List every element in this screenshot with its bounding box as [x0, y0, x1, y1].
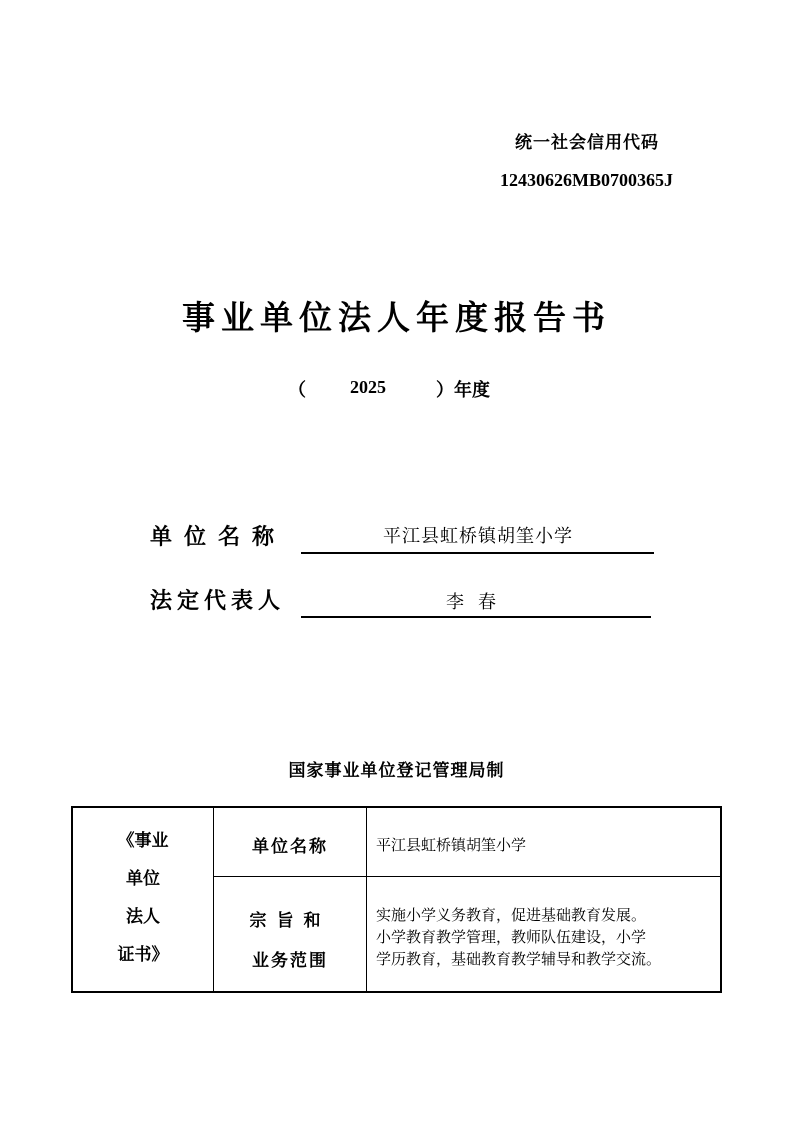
report-year: 2025	[350, 377, 386, 397]
section-label-line: 法人	[126, 907, 160, 927]
certificate-table	[71, 806, 722, 993]
table-divider	[213, 876, 720, 877]
year-open-paren: （	[288, 380, 306, 401]
cert-unit-name-label: 单位名称	[252, 837, 328, 857]
legal-rep-underline	[301, 616, 651, 618]
year-suffix: ）年度	[436, 380, 490, 401]
table-divider	[366, 808, 367, 991]
legal-rep-label: 法定代表人	[150, 589, 286, 614]
legal-rep-value: 李春	[446, 592, 510, 613]
purpose-label-line: 宗旨和	[249, 911, 331, 931]
section-label-line: 《事业	[117, 831, 169, 851]
section-label-line: 证书》	[117, 945, 169, 965]
purpose-label-line: 业务范围	[252, 951, 328, 971]
credit-code: 12430626MB0700365J	[500, 170, 673, 190]
purpose-line: 实施小学义务教育，促进基础教育发展。	[376, 906, 647, 924]
certificate-section-label	[73, 822, 213, 974]
issuer-line: 国家事业单位登记管理局制	[288, 761, 505, 781]
section-label-line: 单位	[126, 869, 160, 889]
cert-unit-name-value: 平江县虹桥镇胡筀小学	[376, 836, 527, 854]
purpose-line: 小学教育教学管理，教师队伍建设，小学	[376, 928, 647, 946]
page-title: 事业单位法人年度报告书	[182, 298, 611, 337]
purpose-value	[376, 904, 716, 970]
credit-code-label: 统一社会信用代码	[515, 133, 659, 153]
unit-name-value: 平江县虹桥镇胡筀小学	[383, 526, 573, 547]
unit-name-underline	[301, 552, 654, 554]
purpose-line: 学历教育，基础教育教学辅导和教学交流。	[376, 950, 662, 968]
report-year-line	[288, 376, 528, 402]
unit-name-label: 单位名称	[150, 525, 287, 550]
